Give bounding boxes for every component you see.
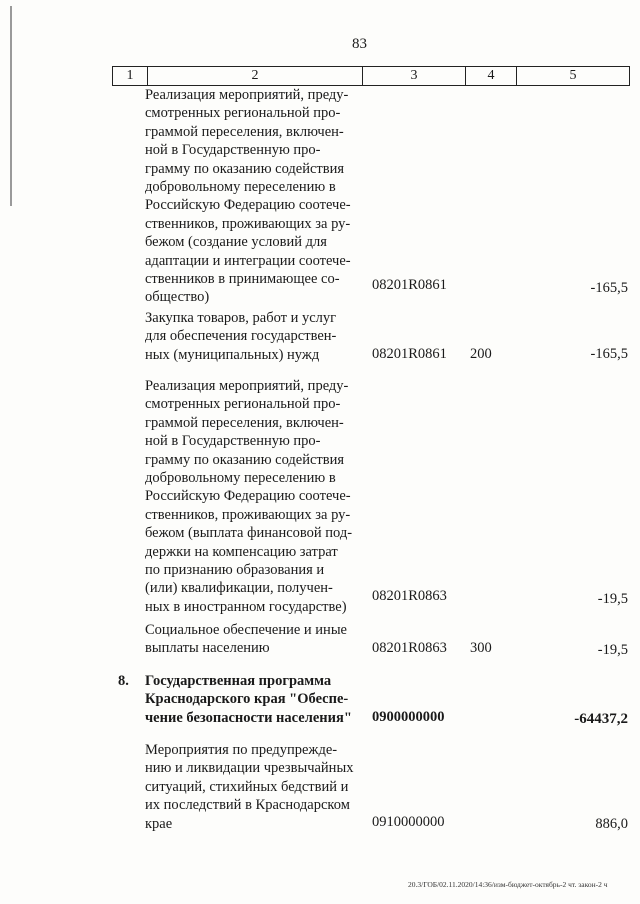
row-amount: 886,0 — [595, 816, 628, 832]
row-amount: -165,5 — [590, 280, 628, 296]
row-description: Реализация мероприятий, преду- смотренных региональной про- граммой переселения, включен- ной в Государственную про- грамму по оказанию содействия добровольному переселению в Российскую Федерацию соотече- ственников, проживающих за ру- бежом (создание условий для адаптации и интеграции соотече- ственников в принимающее со- общество) — [145, 87, 351, 306]
row-description: Государственная программа Краснодарского края "Обеспе- чение безопасности населения" — [145, 673, 352, 726]
column-header-2: 2 — [148, 67, 363, 86]
column-header-4: 4 — [466, 67, 517, 86]
row-description: Закупка товаров, работ и услуг для обеспечения государствен- ных (муниципальных) нужд — [145, 310, 337, 363]
column-header-3: 3 — [363, 67, 466, 86]
column-header-table — [112, 66, 630, 86]
row-type: 300 — [470, 640, 492, 656]
row-code: 0910000000 — [372, 814, 445, 830]
scan-margin-line — [10, 6, 12, 206]
column-header-1: 1 — [113, 67, 148, 86]
column-header-5: 5 — [517, 67, 630, 86]
row-amount: -165,5 — [590, 346, 628, 362]
row-amount: -64437,2 — [574, 711, 628, 727]
row-code: 08201R0863 — [372, 640, 447, 656]
row-description: Мероприятия по предупрежде- нию и ликвидации чрезвычайных ситуаций, стихийных бедствий и их последствий в Краснодарском крае — [145, 742, 354, 832]
row-type: 200 — [470, 346, 492, 362]
row-amount: -19,5 — [597, 642, 628, 658]
row-number: 8. — [118, 673, 129, 689]
row-description: Реализация мероприятий, преду- смотренных региональной про- граммой переселения, включен- ной в Государственную про- грамму по оказанию содействия добровольному переселению в Российскую Федерацию соотече- ственников, проживающих за ру- бежом (выплата финансовой под- держки на компенсацию затрат по признанию образования и (или) квалификации, получен- ных в иностранном государстве) — [145, 378, 353, 615]
page-number: 83 — [352, 36, 367, 52]
row-description: Социальное обеспечение и иные выплаты населению — [145, 622, 347, 657]
row-amount: -19,5 — [597, 591, 628, 607]
row-code: 08201R0863 — [372, 588, 447, 604]
row-code: 0900000000 — [372, 709, 445, 725]
row-code: 08201R0861 — [372, 277, 447, 293]
row-code: 08201R0861 — [372, 346, 447, 362]
document-footer: 20.3/ГОБ/02.11.2020/14:36/изм-бюджет-октябрь-2 чт. закон-2 ч — [408, 880, 608, 889]
